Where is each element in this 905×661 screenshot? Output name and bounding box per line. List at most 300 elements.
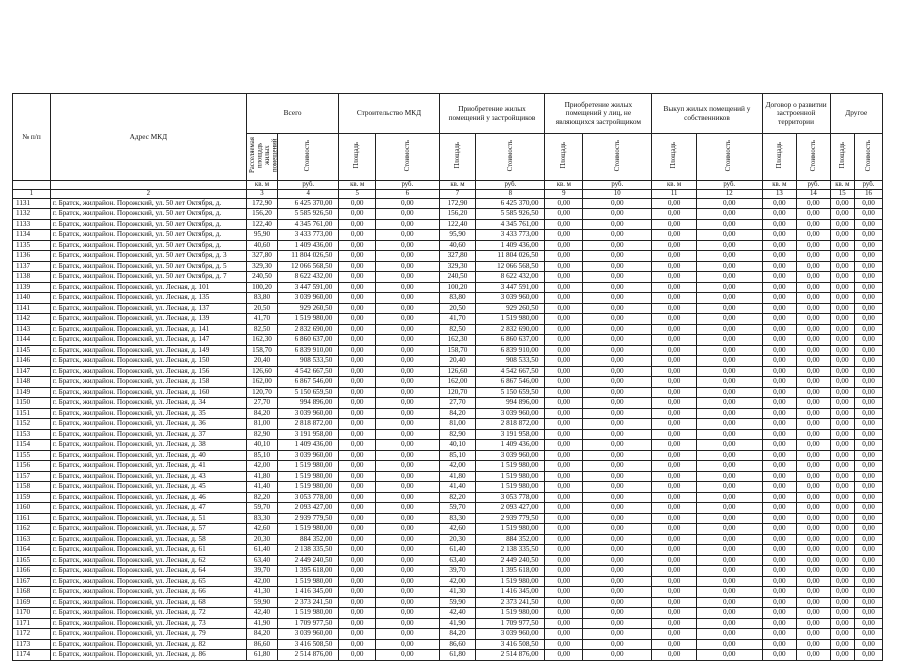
row-other-purchase-cost: 0,00 [583,639,652,650]
row-developer-cost: 929 260,50 [476,303,545,314]
column-number: 15 [830,189,855,198]
table-row [13,387,883,398]
row-address: г. Братск, жилрайон. Порожский, ул. Лесная, д. 147 [50,335,246,346]
row-developer-area: 41,30 [439,587,476,598]
row-development-cost: 0,00 [797,408,830,419]
row-developer-area: 86,60 [439,639,476,650]
row-total-cost: 3 447 591,00 [278,282,339,293]
row-development-area: 0,00 [762,566,797,577]
column-number: 1 [13,189,51,198]
row-developer-cost: 884 352,00 [476,534,545,545]
row-development-cost: 0,00 [797,230,830,241]
row-address: г. Братск, жилрайон. Порожский, ул. Лесная, д. 72 [50,608,246,619]
row-total-cost: 3 039 960,00 [278,293,339,304]
row-developer-area: 20,50 [439,303,476,314]
table-row [13,408,883,419]
row-total-cost: 2 373 241,50 [278,597,339,608]
column-number: 6 [376,189,439,198]
row-development-cost: 0,00 [797,251,830,262]
row-address: г. Братск, жилрайон. Порожский, ул. 50 лет Октября, д. 5 [50,261,246,272]
row-other-area: 0,00 [830,566,855,577]
unit-rub: руб. [797,180,830,189]
row-development-area: 0,00 [762,335,797,346]
row-other-cost: 0,00 [855,503,883,514]
row-construction-area: 0,00 [339,314,376,325]
row-construction-cost: 0,00 [376,398,439,409]
row-development-cost: 0,00 [797,482,830,493]
row-construction-cost: 0,00 [376,324,439,335]
row-other-purchase-cost: 0,00 [583,618,652,629]
row-development-cost: 0,00 [797,377,830,388]
row-other-cost: 0,00 [855,650,883,661]
row-number: 1168 [13,587,51,598]
row-address: г. Братск, жилрайон. Порожский, ул. 50 лет Октября, д. [50,198,246,209]
table-row [13,293,883,304]
row-other-area: 0,00 [830,618,855,629]
row-address: г. Братск, жилрайон. Порожский, ул. 50 лет Октября, д. 7 [50,272,246,283]
row-total-area: 156,20 [246,209,277,220]
row-developer-cost: 1 519 980,00 [476,461,545,472]
row-other-purchase-cost: 0,00 [583,576,652,587]
row-other-purchase-area: 0,00 [545,366,583,377]
row-buyout-cost: 0,00 [696,461,762,472]
row-developer-area: 81,00 [439,419,476,430]
row-other-area: 0,00 [830,230,855,241]
row-address: г. Братск, жилрайон. Порожский, ул. Лесная, д. 73 [50,618,246,629]
row-other-area: 0,00 [830,482,855,493]
row-buyout-area: 0,00 [652,503,697,514]
row-buyout-cost: 0,00 [696,618,762,629]
row-development-cost: 0,00 [797,303,830,314]
row-other-cost: 0,00 [855,566,883,577]
row-development-cost: 0,00 [797,209,830,220]
row-developer-cost: 11 804 026,50 [476,251,545,262]
table-row [13,471,883,482]
row-buyout-area: 0,00 [652,356,697,367]
row-other-purchase-cost: 0,00 [583,293,652,304]
row-address: г. Братск, жилрайон. Порожский, ул. Лесная, д. 150 [50,356,246,367]
row-development-area: 0,00 [762,534,797,545]
row-developer-area: 122,40 [439,219,476,230]
row-construction-cost: 0,00 [376,272,439,283]
row-other-purchase-area: 0,00 [545,230,583,241]
row-buyout-cost: 0,00 [696,566,762,577]
row-total-area: 95,90 [246,230,277,241]
row-developer-area: 162,30 [439,335,476,346]
row-other-purchase-area: 0,00 [545,408,583,419]
row-total-area: 162,30 [246,335,277,346]
row-other-purchase-cost: 0,00 [583,629,652,640]
row-other-purchase-cost: 0,00 [583,387,652,398]
row-other-purchase-area: 0,00 [545,303,583,314]
row-number: 1174 [13,650,51,661]
subheader-area: Площадь [339,134,376,181]
row-other-purchase-cost: 0,00 [583,408,652,419]
table-row [13,503,883,514]
row-buyout-area: 0,00 [652,429,697,440]
row-development-cost: 0,00 [797,261,830,272]
row-other-purchase-area: 0,00 [545,587,583,598]
row-total-cost: 1 519 980,00 [278,524,339,535]
column-numbers-row [13,189,883,198]
row-other-purchase-cost: 0,00 [583,419,652,430]
row-total-area: 41,40 [246,482,277,493]
row-number: 1146 [13,356,51,367]
table-row [13,461,883,472]
table-row [13,198,883,209]
row-developer-area: 82,50 [439,324,476,335]
row-other-purchase-cost: 0,00 [583,566,652,577]
row-other-area: 0,00 [830,282,855,293]
row-buyout-cost: 0,00 [696,398,762,409]
row-developer-cost: 1 395 618,00 [476,566,545,577]
table-row [13,482,883,493]
row-buyout-area: 0,00 [652,198,697,209]
row-other-purchase-cost: 0,00 [583,303,652,314]
table-row [13,513,883,524]
row-development-area: 0,00 [762,618,797,629]
row-developer-area: 82,20 [439,492,476,503]
row-address: г. Братск, жилрайон. Порожский, ул. Лесная, д. 135 [50,293,246,304]
row-developer-cost: 1 409 436,00 [476,440,545,451]
row-buyout-area: 0,00 [652,618,697,629]
row-developer-area: 20,30 [439,534,476,545]
row-developer-area: 59,70 [439,503,476,514]
row-development-area: 0,00 [762,272,797,283]
row-other-purchase-cost: 0,00 [583,240,652,251]
row-total-cost: 3 433 773,00 [278,230,339,241]
row-buyout-cost: 0,00 [696,555,762,566]
row-construction-cost: 0,00 [376,492,439,503]
row-other-purchase-cost: 0,00 [583,335,652,346]
row-construction-area: 0,00 [339,471,376,482]
row-development-cost: 0,00 [797,429,830,440]
row-other-purchase-area: 0,00 [545,524,583,535]
unit-area: кв. м [762,180,797,189]
row-developer-cost: 1 519 980,00 [476,576,545,587]
row-buyout-area: 0,00 [652,534,697,545]
row-development-cost: 0,00 [797,492,830,503]
row-address: г. Братск, жилрайон. Порожский, ул. Лесная, д. 68 [50,597,246,608]
row-developer-cost: 2 818 872,00 [476,419,545,430]
row-construction-cost: 0,00 [376,513,439,524]
row-other-area: 0,00 [830,524,855,535]
row-other-purchase-cost: 0,00 [583,272,652,283]
subheader-area: Площадь [439,134,476,181]
row-development-area: 0,00 [762,597,797,608]
row-buyout-area: 0,00 [652,408,697,419]
row-buyout-area: 0,00 [652,545,697,556]
table-row [13,209,883,220]
row-construction-cost: 0,00 [376,587,439,598]
table-row [13,366,883,377]
row-number: 1143 [13,324,51,335]
table-row [13,618,883,629]
row-development-area: 0,00 [762,398,797,409]
row-address: г. Братск, жилрайон. Порожский, ул. Лесная, д. 82 [50,639,246,650]
row-developer-area: 84,20 [439,629,476,640]
row-other-area: 0,00 [830,398,855,409]
row-other-cost: 0,00 [855,240,883,251]
row-total-cost: 2 818 872,00 [278,419,339,430]
row-development-area: 0,00 [762,356,797,367]
table-row [13,534,883,545]
row-other-area: 0,00 [830,471,855,482]
table-row [13,419,883,430]
column-number: 9 [545,189,583,198]
row-buyout-area: 0,00 [652,650,697,661]
row-developer-cost: 6 867 546,00 [476,377,545,388]
header-group-total: Всего [246,94,338,134]
row-developer-cost: 2 449 240,50 [476,555,545,566]
row-developer-area: 83,80 [439,293,476,304]
row-developer-area: 41,40 [439,482,476,493]
unit-cell [13,180,51,189]
subheader-total-cost: Стоимость [278,134,339,181]
row-total-area: 63,40 [246,555,277,566]
row-total-cost: 3 039 960,00 [278,450,339,461]
row-buyout-area: 0,00 [652,314,697,325]
table-row [13,450,883,461]
row-developer-area: 162,00 [439,377,476,388]
row-other-purchase-cost: 0,00 [583,492,652,503]
row-construction-cost: 0,00 [376,639,439,650]
row-other-cost: 0,00 [855,335,883,346]
row-development-area: 0,00 [762,608,797,619]
subheader-cost: Стоимость [376,134,439,181]
row-construction-cost: 0,00 [376,356,439,367]
row-developer-area: 42,00 [439,576,476,587]
row-developer-area: 158,70 [439,345,476,356]
row-buyout-area: 0,00 [652,555,697,566]
row-construction-cost: 0,00 [376,198,439,209]
unit-area: кв. м [545,180,583,189]
row-other-purchase-cost: 0,00 [583,345,652,356]
unit-area: кв. м [652,180,697,189]
row-total-cost: 6 867 546,00 [278,377,339,388]
row-other-cost: 0,00 [855,356,883,367]
column-number: 10 [583,189,652,198]
row-total-area: 120,70 [246,387,277,398]
row-total-cost: 908 533,50 [278,356,339,367]
row-other-purchase-area: 0,00 [545,440,583,451]
row-construction-cost: 0,00 [376,440,439,451]
unit-rub: руб. [376,180,439,189]
row-developer-area: 42,60 [439,524,476,535]
row-address: г. Братск, жилрайон. Порожский, ул. Лесная, д. 38 [50,440,246,451]
row-buyout-cost: 0,00 [696,345,762,356]
row-buyout-cost: 0,00 [696,471,762,482]
row-other-cost: 0,00 [855,513,883,524]
row-development-cost: 0,00 [797,461,830,472]
row-developer-area: 42,40 [439,608,476,619]
row-buyout-area: 0,00 [652,419,697,430]
table-row [13,629,883,640]
table-row [13,335,883,346]
row-total-area: 20,40 [246,356,277,367]
row-development-area: 0,00 [762,219,797,230]
row-construction-cost: 0,00 [376,314,439,325]
row-other-purchase-cost: 0,00 [583,314,652,325]
row-other-area: 0,00 [830,461,855,472]
row-total-area: 329,30 [246,261,277,272]
header-group-purchase-other: Приобретение жилых помещений у лиц, не являющихся застройщиком [545,94,652,134]
row-other-purchase-area: 0,00 [545,324,583,335]
row-development-area: 0,00 [762,198,797,209]
row-total-area: 84,20 [246,408,277,419]
row-development-area: 0,00 [762,492,797,503]
row-developer-cost: 3 039 960,00 [476,450,545,461]
row-other-purchase-cost: 0,00 [583,377,652,388]
row-buyout-cost: 0,00 [696,629,762,640]
table-row [13,639,883,650]
row-address: г. Братск, жилрайон. Порожский, ул. Лесная, д. 86 [50,650,246,661]
row-other-cost: 0,00 [855,209,883,220]
row-other-purchase-area: 0,00 [545,650,583,661]
row-number: 1149 [13,387,51,398]
row-construction-cost: 0,00 [376,618,439,629]
row-total-area: 42,00 [246,576,277,587]
row-number: 1162 [13,524,51,535]
row-construction-area: 0,00 [339,293,376,304]
row-developer-cost: 5 150 659,50 [476,387,545,398]
row-construction-cost: 0,00 [376,471,439,482]
row-other-purchase-cost: 0,00 [583,398,652,409]
table-row [13,650,883,661]
row-address: г. Братск, жилрайон. Порожский, ул. Лесная, д. 62 [50,555,246,566]
row-other-area: 0,00 [830,608,855,619]
row-number: 1171 [13,618,51,629]
row-total-cost: 6 839 910,00 [278,345,339,356]
row-buyout-area: 0,00 [652,471,697,482]
row-construction-area: 0,00 [339,618,376,629]
row-other-cost: 0,00 [855,587,883,598]
row-buyout-area: 0,00 [652,597,697,608]
row-other-purchase-area: 0,00 [545,461,583,472]
row-total-area: 41,80 [246,471,277,482]
row-other-purchase-cost: 0,00 [583,429,652,440]
row-buyout-cost: 0,00 [696,545,762,556]
row-number: 1166 [13,566,51,577]
row-development-area: 0,00 [762,650,797,661]
row-other-cost: 0,00 [855,492,883,503]
column-number: 7 [439,189,476,198]
row-developer-cost: 1 409 436,00 [476,240,545,251]
row-total-cost: 5 585 926,50 [278,209,339,220]
table-row [13,356,883,367]
row-buyout-area: 0,00 [652,513,697,524]
row-developer-cost: 2 138 335,50 [476,545,545,556]
row-development-area: 0,00 [762,524,797,535]
row-developer-cost: 2 514 876,00 [476,650,545,661]
row-number: 1155 [13,450,51,461]
row-developer-cost: 2 939 779,50 [476,513,545,524]
row-number: 1145 [13,345,51,356]
row-developer-area: 84,20 [439,408,476,419]
row-developer-cost: 3 039 960,00 [476,408,545,419]
row-number: 1137 [13,261,51,272]
row-buyout-cost: 0,00 [696,230,762,241]
units-row [13,180,883,189]
row-buyout-area: 0,00 [652,566,697,577]
row-other-purchase-cost: 0,00 [583,251,652,262]
row-construction-area: 0,00 [339,503,376,514]
row-other-purchase-area: 0,00 [545,534,583,545]
row-total-area: 162,00 [246,377,277,388]
row-number: 1165 [13,555,51,566]
row-development-cost: 0,00 [797,387,830,398]
row-other-purchase-cost: 0,00 [583,555,652,566]
row-other-cost: 0,00 [855,198,883,209]
row-other-area: 0,00 [830,272,855,283]
row-address: г. Братск, жилрайон. Порожский, ул. Лесная, д. 101 [50,282,246,293]
row-development-area: 0,00 [762,461,797,472]
row-buyout-cost: 0,00 [696,419,762,430]
row-other-purchase-area: 0,00 [545,608,583,619]
row-other-purchase-area: 0,00 [545,503,583,514]
column-number: 2 [50,189,246,198]
row-other-purchase-cost: 0,00 [583,261,652,272]
row-developer-cost: 994 896,00 [476,398,545,409]
row-development-cost: 0,00 [797,293,830,304]
row-other-purchase-area: 0,00 [545,282,583,293]
column-number: 8 [476,189,545,198]
table-row [13,282,883,293]
row-buyout-cost: 0,00 [696,576,762,587]
row-total-area: 158,70 [246,345,277,356]
row-development-cost: 0,00 [797,440,830,451]
row-total-cost: 4 542 667,50 [278,366,339,377]
row-buyout-cost: 0,00 [696,387,762,398]
row-construction-cost: 0,00 [376,366,439,377]
subheader-cost: Стоимость [696,134,762,181]
row-development-cost: 0,00 [797,545,830,556]
table-row [13,545,883,556]
row-construction-area: 0,00 [339,576,376,587]
row-other-area: 0,00 [830,503,855,514]
row-buyout-area: 0,00 [652,324,697,335]
row-other-cost: 0,00 [855,293,883,304]
table-row [13,324,883,335]
row-buyout-area: 0,00 [652,440,697,451]
row-development-area: 0,00 [762,303,797,314]
row-developer-cost: 3 433 773,00 [476,230,545,241]
row-buyout-area: 0,00 [652,387,697,398]
row-buyout-cost: 0,00 [696,377,762,388]
row-number: 1141 [13,303,51,314]
row-other-cost: 0,00 [855,345,883,356]
row-developer-area: 82,90 [439,429,476,440]
row-other-cost: 0,00 [855,524,883,535]
row-other-purchase-area: 0,00 [545,198,583,209]
row-number: 1172 [13,629,51,640]
row-developer-area: 40,10 [439,440,476,451]
row-other-area: 0,00 [830,324,855,335]
table-row [13,240,883,251]
row-construction-area: 0,00 [339,261,376,272]
row-developer-area: 61,40 [439,545,476,556]
row-number: 1173 [13,639,51,650]
row-total-area: 41,90 [246,618,277,629]
row-buyout-cost: 0,00 [696,335,762,346]
row-total-cost: 994 896,00 [278,398,339,409]
row-buyout-area: 0,00 [652,377,697,388]
row-other-area: 0,00 [830,293,855,304]
row-total-cost: 1 519 980,00 [278,576,339,587]
row-development-cost: 0,00 [797,419,830,430]
table-row [13,524,883,535]
row-development-cost: 0,00 [797,513,830,524]
